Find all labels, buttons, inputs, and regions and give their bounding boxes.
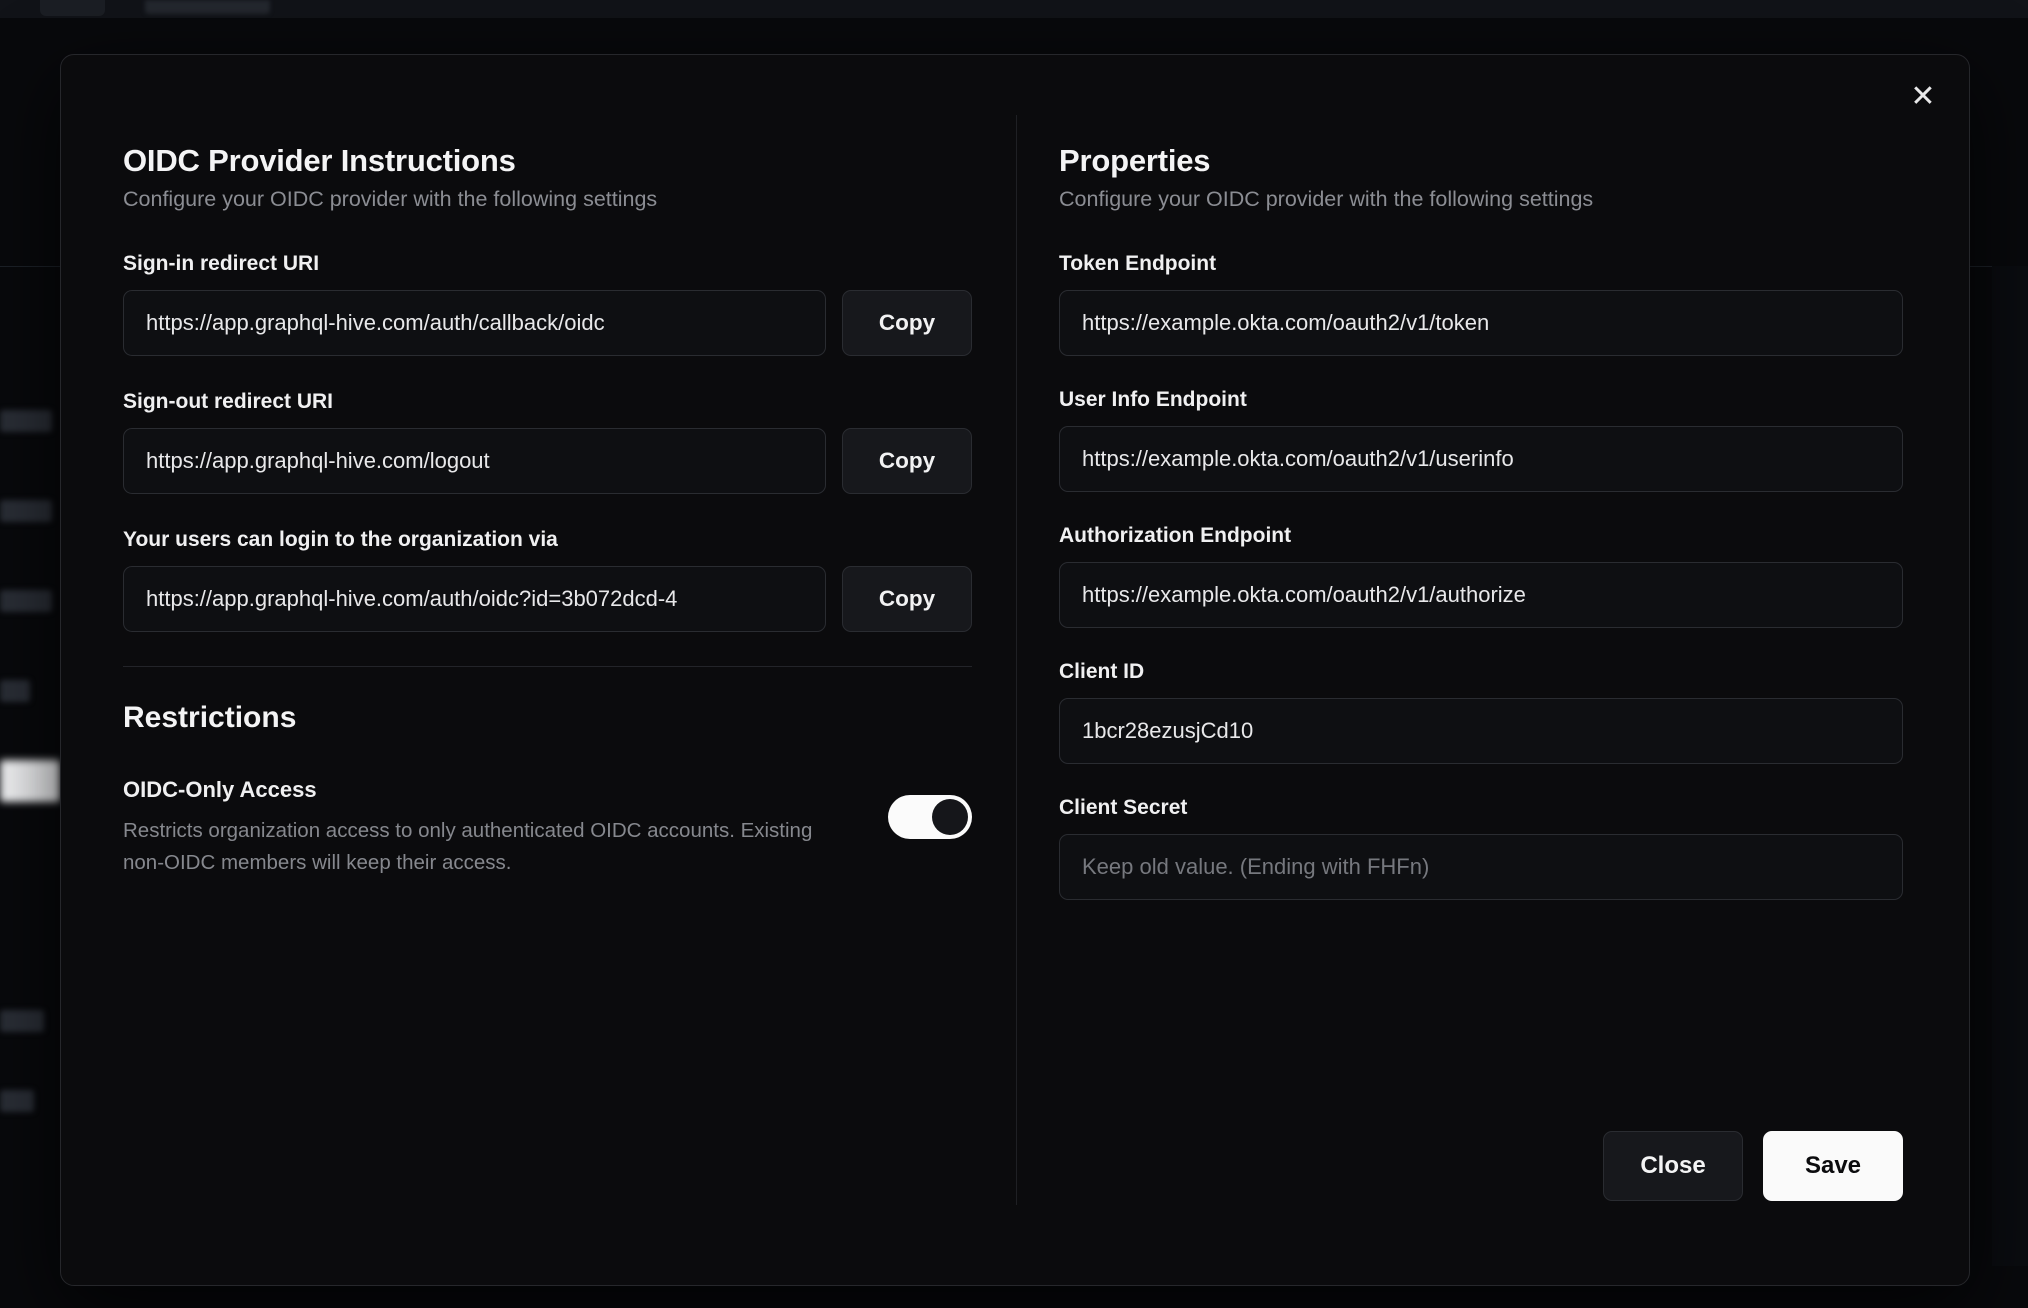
divider [123,666,972,667]
user-info-endpoint-input[interactable] [1059,426,1903,492]
properties-column [1016,115,1969,1205]
oidc-only-access-label: OIDC-Only Access [123,777,317,802]
copy-signin-redirect-uri-button[interactable]: Copy [842,290,972,356]
page-right-gutter [1992,266,2028,1266]
field-row [123,290,972,356]
field-label: Sign-in redirect URI [123,252,320,275]
field-login-url [123,528,972,632]
close-icon[interactable]: ✕ [1901,75,1945,119]
instructions-column [61,115,1016,1285]
field-label: User Info Endpoint [1059,388,1247,411]
client-secret-input[interactable] [1059,834,1903,900]
browser-tab-active [40,0,105,16]
field-label: Sign-out redirect URI [123,390,334,413]
field-user-info-endpoint [1059,388,1903,492]
background-sidebar-item [0,500,52,522]
properties-title: Properties [1059,143,1211,178]
field-label: Client ID [1059,660,1145,683]
field-label: Client Secret [1059,796,1188,819]
toggle-knob [932,799,968,835]
field-authorization-endpoint [1059,524,1903,628]
organization-login-url-input[interactable] [123,566,826,632]
browser-tab-bar [0,0,2028,18]
background-sidebar-item [0,680,30,702]
token-endpoint-input[interactable] [1059,290,1903,356]
field-client-id [1059,660,1903,764]
oidc-provider-modal [60,54,1970,1286]
oidc-only-access-row [123,777,972,879]
signin-redirect-uri-input[interactable] [123,290,826,356]
background-sidebar-item [0,410,52,432]
field-row [123,566,972,632]
field-label: Token Endpoint [1059,252,1217,275]
page-title: OIDC Provider Instructions [123,143,516,178]
oidc-only-access-texts [123,777,843,879]
modal-actions [1059,1131,1903,1205]
background-sidebar-item [0,1010,44,1032]
background-sidebar-item [0,1090,34,1112]
copy-signout-redirect-uri-button[interactable]: Copy [842,428,972,494]
oidc-only-access-description: Restricts organization access to only authenticated OIDC accounts. Existing non-OIDC members will keep their access. [123,819,813,874]
authorization-endpoint-input[interactable] [1059,562,1903,628]
browser-tab-inactive [145,0,270,14]
page-subtitle: Configure your OIDC provider with the following settings [123,187,658,211]
copy-organization-login-url-button[interactable]: Copy [842,566,972,632]
modal-columns [61,55,1969,1285]
close-button[interactable]: Close [1603,1131,1743,1201]
field-token-endpoint [1059,252,1903,356]
restrictions-title: Restrictions [123,701,297,734]
properties-subtitle: Configure your OIDC provider with the following settings [1059,187,1594,211]
client-id-input[interactable] [1059,698,1903,764]
field-label: Your users can login to the organization via [123,528,558,551]
signout-redirect-uri-input[interactable] [123,428,826,494]
field-client-secret [1059,796,1903,900]
background-highlight-block [0,760,60,802]
field-row [123,428,972,494]
field-label: Authorization Endpoint [1059,524,1292,547]
oidc-only-access-toggle[interactable] [888,795,972,839]
field-signout-redirect-uri [123,390,972,494]
field-signin-redirect-uri [123,252,972,356]
background-sidebar-item [0,590,52,612]
save-button[interactable]: Save [1763,1131,1903,1201]
